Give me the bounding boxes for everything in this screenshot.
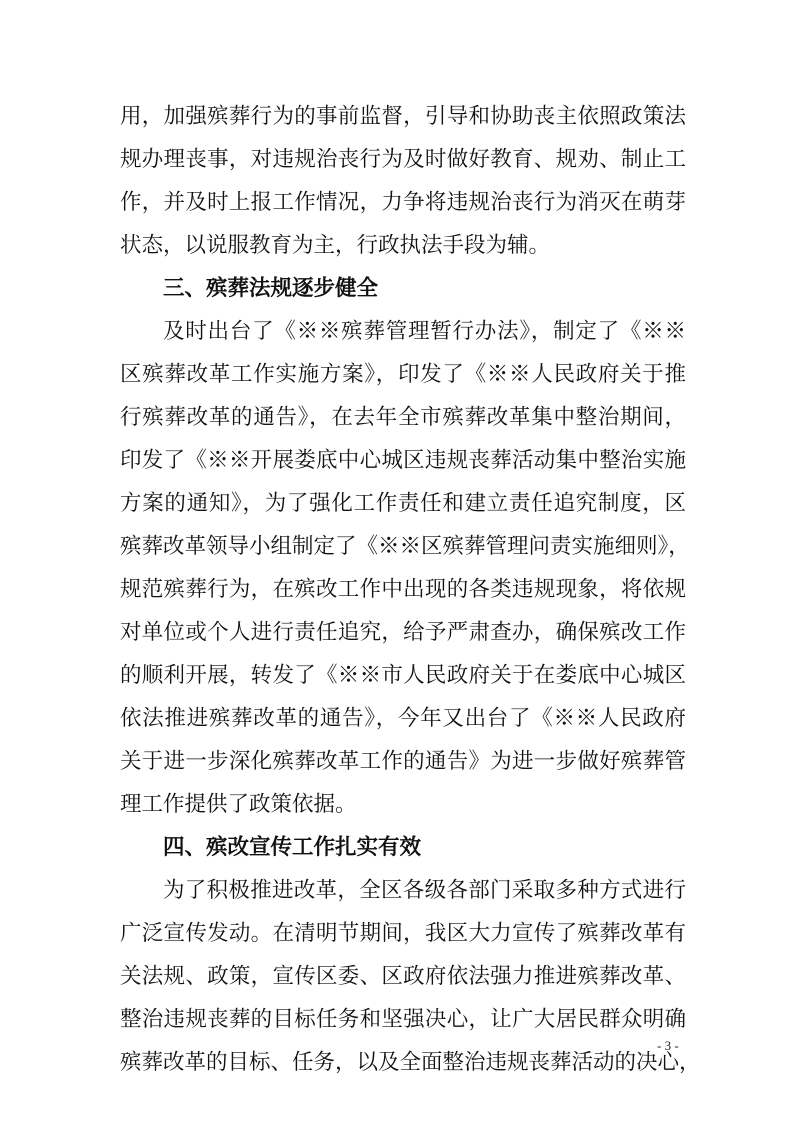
text-line: 理工作提供了政策依据。 bbox=[120, 792, 357, 817]
text-line: 殡葬改革领导小组制定了《※※区殡葬管理问责实施细则》， bbox=[120, 534, 690, 559]
text-line: 规办理丧事，对违规治丧行为及时做好教育、规劝、制止工 bbox=[120, 147, 686, 172]
section-heading: 四、殡改宣传工作扎实有效 bbox=[163, 835, 422, 860]
text-line: 区殡葬改革工作实施方案》，印发了《※※人民政府关于推 bbox=[120, 362, 686, 387]
text-line: 依法推进殡葬改革的通告》，今年又出台了《※※人民政府 bbox=[120, 706, 686, 731]
text-line: 的顺利开展，转发了《※※市人民政府关于在娄底中心城区 bbox=[120, 663, 686, 688]
text-line: 为了积极推进改革，全区各级各部门采取多种方式进行 bbox=[163, 878, 686, 903]
text-line: 行殡葬改革的通告》，在去年全市殡葬改革集中整治期间， bbox=[120, 405, 686, 430]
section-heading: 三、殡葬法规逐步健全 bbox=[163, 276, 379, 301]
text-line: 作，并及时上报工作情况，力争将违规治丧行为消灭在萌芽 bbox=[120, 190, 686, 215]
text-line: 状态，以说服教育为主，行政执法手段为辅。 bbox=[120, 233, 551, 258]
text-line: 关于进一步深化殡葬改革工作的通告》为进一步做好殡葬管 bbox=[120, 749, 686, 774]
text-line: 规范殡葬行为，在殡改工作中出现的各类违规现象，将依规 bbox=[120, 577, 686, 602]
text-line: 关法规、政策，宣传区委、区政府依法强力推进殡葬改革、 bbox=[120, 964, 686, 989]
text-line: 对单位或个人进行责任追究，给予严肃查办，确保殡改工作 bbox=[120, 620, 686, 645]
text-line: 整治违规丧葬的目标任务和坚强决心，让广大居民群众明确 bbox=[120, 1007, 686, 1032]
text-line: 及时出台了《※※殡葬管理暂行办法》，制定了《※※ bbox=[163, 319, 686, 344]
page-number: - 3 - bbox=[657, 1038, 679, 1053]
text-line: 印发了《※※开展娄底中心城区违规丧葬活动集中整治实施 bbox=[120, 448, 686, 473]
text-line: 用，加强殡葬行为的事前监督，引导和协助丧主依照政策法 bbox=[120, 104, 686, 129]
text-line: 广泛宣传发动。在清明节期间，我区大力宣传了殡葬改革有 bbox=[120, 921, 686, 946]
text-line: 殡葬改革的目标、任务，以及全面整治违规丧葬活动的决心， bbox=[120, 1050, 701, 1075]
text-line: 方案的通知》，为了强化工作责任和建立责任追究制度，区 bbox=[120, 491, 686, 516]
